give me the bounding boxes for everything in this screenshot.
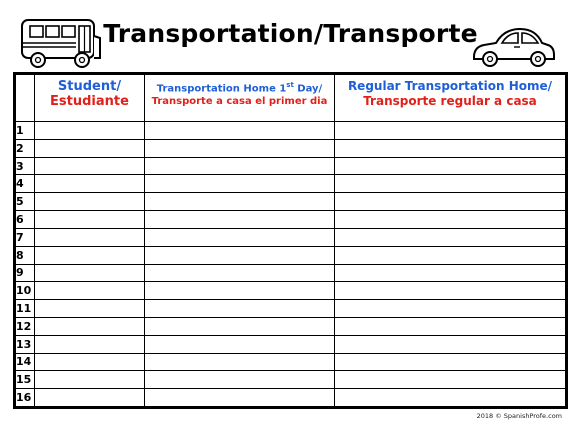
regular-transport-cell[interactable] — [335, 282, 566, 300]
regular-transport-cell[interactable] — [335, 193, 566, 211]
regular-header-english: Regular Transportation Home/ — [347, 79, 553, 93]
first-day-transport-cell[interactable] — [145, 335, 335, 353]
row-number: 14 — [16, 353, 35, 371]
first-day-header-english: Transportation Home 1st Day/ — [156, 81, 323, 95]
row-number: 8 — [16, 246, 35, 264]
first-day-transport-cell[interactable] — [145, 139, 335, 157]
student-cell[interactable] — [35, 211, 145, 229]
table-row — [16, 371, 566, 389]
regular-header-spanish: Transporte regular a casa — [363, 94, 537, 108]
student-cell[interactable] — [35, 246, 145, 264]
regular-transport-cell[interactable] — [335, 228, 566, 246]
first-day-column-header — [145, 75, 335, 122]
regular-transport-cell[interactable] — [335, 246, 566, 264]
row-number: 7 — [16, 228, 35, 246]
table-row — [16, 317, 566, 335]
student-cell[interactable] — [35, 317, 145, 335]
school-bus-icon — [20, 14, 104, 74]
first-day-transport-cell[interactable] — [145, 211, 335, 229]
student-cell[interactable] — [35, 264, 145, 282]
table-row — [16, 139, 566, 157]
student-header-spanish: Estudiante — [50, 94, 129, 109]
regular-transport-cell[interactable] — [335, 353, 566, 371]
first-day-transport-cell[interactable] — [145, 317, 335, 335]
student-cell[interactable] — [35, 175, 145, 193]
student-cell[interactable] — [35, 371, 145, 389]
first-day-transport-cell[interactable] — [145, 264, 335, 282]
copyright-footer: 2018 © SpanishProfe.com — [476, 412, 562, 420]
regular-transport-cell[interactable] — [335, 157, 566, 175]
student-cell[interactable] — [35, 353, 145, 371]
table-row — [16, 211, 566, 229]
first-day-transport-cell[interactable] — [145, 193, 335, 211]
row-number: 9 — [16, 264, 35, 282]
page-title: Transportation/Transporte — [103, 19, 478, 48]
table-row — [16, 353, 566, 371]
table-row — [16, 389, 566, 407]
table-header-row — [16, 75, 566, 122]
first-day-transport-cell[interactable] — [145, 122, 335, 140]
row-number: 5 — [16, 193, 35, 211]
first-day-transport-cell[interactable] — [145, 157, 335, 175]
table-row — [16, 157, 566, 175]
first-day-transport-cell[interactable] — [145, 228, 335, 246]
regular-transport-cell[interactable] — [335, 139, 566, 157]
row-number: 2 — [16, 139, 35, 157]
regular-transport-cell[interactable] — [335, 371, 566, 389]
table-row — [16, 122, 566, 140]
student-cell[interactable] — [35, 228, 145, 246]
regular-column-header — [335, 75, 566, 122]
table-row — [16, 282, 566, 300]
first-day-transport-cell[interactable] — [145, 389, 335, 407]
student-cell[interactable] — [35, 157, 145, 175]
regular-transport-cell[interactable] — [335, 389, 566, 407]
regular-transport-cell[interactable] — [335, 122, 566, 140]
row-number: 1 — [16, 122, 35, 140]
student-cell[interactable] — [35, 300, 145, 318]
first-day-transport-cell[interactable] — [145, 246, 335, 264]
row-number: 10 — [16, 282, 35, 300]
row-number: 6 — [16, 211, 35, 229]
first-day-transport-cell[interactable] — [145, 353, 335, 371]
table-row — [16, 264, 566, 282]
car-icon — [470, 21, 556, 73]
row-number: 15 — [16, 371, 35, 389]
regular-transport-cell[interactable] — [335, 317, 566, 335]
regular-transport-cell[interactable] — [335, 175, 566, 193]
table-row — [16, 175, 566, 193]
row-number-header — [16, 75, 35, 122]
student-header-english: Student/ — [57, 79, 122, 94]
row-number: 3 — [16, 157, 35, 175]
transportation-table — [15, 74, 566, 407]
student-cell[interactable] — [35, 139, 145, 157]
row-number: 11 — [16, 300, 35, 318]
transportation-table-frame — [13, 72, 568, 409]
first-day-transport-cell[interactable] — [145, 175, 335, 193]
table-row — [16, 246, 566, 264]
student-cell[interactable] — [35, 335, 145, 353]
regular-transport-cell[interactable] — [335, 264, 566, 282]
table-row — [16, 335, 566, 353]
student-cell[interactable] — [35, 389, 145, 407]
row-number: 16 — [16, 389, 35, 407]
row-number: 13 — [16, 335, 35, 353]
student-cell[interactable] — [35, 282, 145, 300]
first-day-header-spanish: Transporte a casa el primer dia — [151, 96, 328, 108]
table-row — [16, 228, 566, 246]
table-row — [16, 300, 566, 318]
regular-transport-cell[interactable] — [335, 300, 566, 318]
first-day-transport-cell[interactable] — [145, 300, 335, 318]
student-cell[interactable] — [35, 193, 145, 211]
row-number: 4 — [16, 175, 35, 193]
table-row — [16, 193, 566, 211]
first-day-transport-cell[interactable] — [145, 282, 335, 300]
regular-transport-cell[interactable] — [335, 335, 566, 353]
row-number: 12 — [16, 317, 35, 335]
student-column-header — [35, 75, 145, 122]
first-day-transport-cell[interactable] — [145, 371, 335, 389]
regular-transport-cell[interactable] — [335, 211, 566, 229]
student-cell[interactable] — [35, 122, 145, 140]
